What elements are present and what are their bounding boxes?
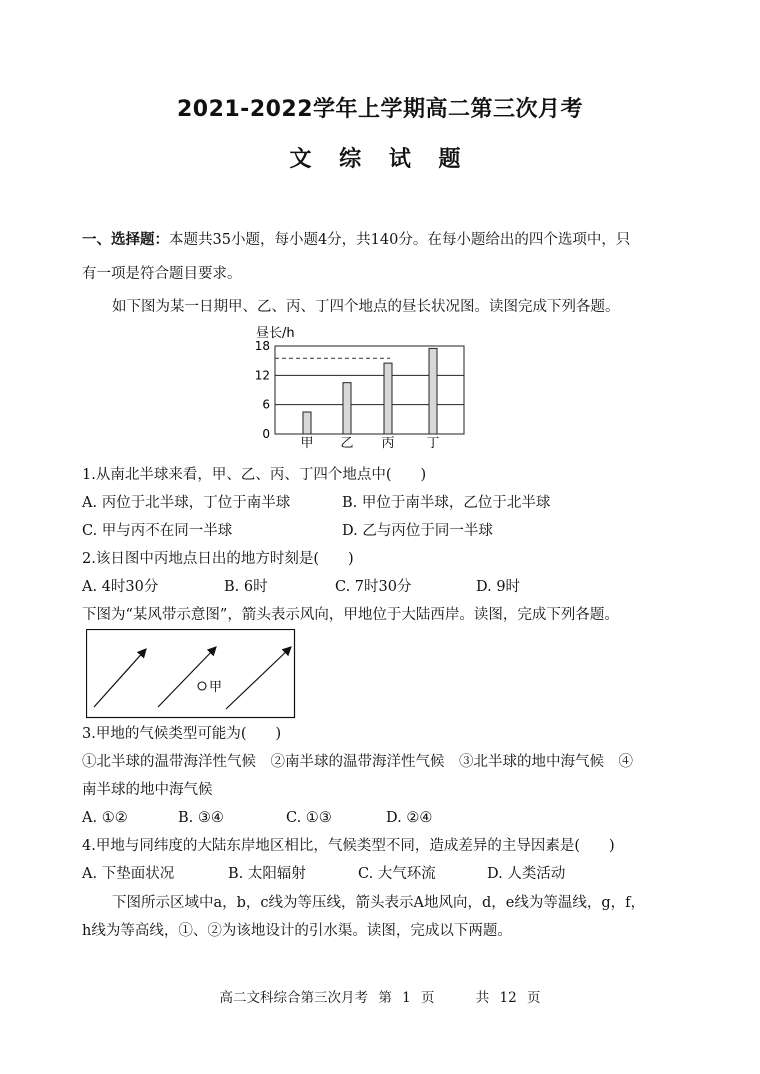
wind-belt-diagram — [86, 629, 296, 719]
footer-total-pages: 12 — [499, 990, 517, 1006]
q3-option-a[interactable]: A. ①② — [82, 810, 128, 826]
y-tick-label: 6 — [262, 397, 270, 412]
footer-page-suffix: 页 — [421, 990, 435, 1006]
section-instruction-line1 — [82, 230, 630, 250]
q1-option-b[interactable]: B. 甲位于南半球，乙位于北半球 — [342, 495, 551, 511]
y-tick-label: 0 — [262, 427, 270, 441]
context-wind: 下图为“某风带示意图”，箭头表示风向，甲地位于大陆西岸。读图，完成下列各题。 — [82, 607, 619, 623]
q2-option-b[interactable]: B. 6时 — [224, 579, 268, 595]
daylength-chart — [240, 322, 480, 450]
wind-arrow — [94, 649, 146, 707]
q1-option-a[interactable]: A. 丙位于北半球，丁位于南半球 — [82, 495, 291, 511]
context-daylength: 如下图为某一日期甲、乙、丙、丁四个地点的昼长状况图。读图完成下列各题。 — [112, 299, 620, 315]
location-label: 甲 — [209, 680, 223, 695]
context-isolines-line1: 下图所示区域中a，b，c线为等压线，箭头表示A地风向，d，e线为等温线，g，f， — [112, 895, 646, 911]
footer-total-prefix: 共 — [475, 990, 490, 1006]
q4-stem: 4.甲地与同纬度的大陆东岸地区相比，气候类型不同，造成差异的主导因素是( ) — [82, 838, 615, 854]
x-category-label: 丁 — [426, 436, 440, 450]
page-footer — [0, 986, 760, 1006]
q2-option-d[interactable]: D. 9时 — [476, 579, 521, 595]
x-category-label: 丙 — [381, 436, 395, 450]
q3-option-d[interactable]: D. ②④ — [386, 810, 433, 826]
q1-option-c[interactable]: C. 甲与丙不在同一半球 — [82, 523, 233, 539]
q2-stem: 2.该日图中丙地点日出的地方时刻是( ) — [82, 551, 354, 567]
section-instruction-line2: 有一项是符合题目要求。 — [82, 266, 242, 282]
q4-option-c[interactable]: C. 大气环流 — [358, 866, 436, 882]
section-head: 一、选择题： — [82, 232, 169, 248]
x-category-label: 乙 — [340, 436, 354, 450]
location-marker — [198, 682, 206, 690]
q3-options-line1: ①北半球的温带海洋性气候 ②南半球的温带海洋性气候 ③北半球的地中海气候 ④ — [82, 754, 633, 770]
q4-option-b[interactable]: B. 太阳辐射 — [228, 866, 306, 882]
exam-subtitle: 文 综 试 题 — [289, 147, 471, 172]
wind-arrow — [158, 647, 216, 707]
section-intro: 本题共35小题，每小题4分，共140分。在每小题给出的四个选项中，只 — [169, 232, 631, 248]
bar-3 — [384, 363, 392, 434]
q3-stem: 3.甲地的气候类型可能为( ) — [82, 726, 282, 742]
q3-option-c[interactable]: C. ①③ — [286, 810, 332, 826]
q3-options-line2: 南半球的地中海气候 — [82, 782, 213, 798]
q4-option-a[interactable]: A. 下垫面状况 — [82, 866, 175, 882]
q4-option-d[interactable]: D. 人类活动 — [487, 866, 566, 882]
chart-ylabel: 昼长/h — [256, 326, 295, 341]
context-isolines-line2: h线为等高线，①、②为该地设计的引水渠。读图，完成以下两题。 — [82, 923, 512, 939]
y-tick-label: 18 — [254, 339, 270, 353]
footer-page-number: 1 — [402, 990, 411, 1006]
q1-stem: 1.从南北半球来看，甲、乙、丙、丁四个地点中( ) — [82, 467, 427, 483]
bar-4 — [429, 348, 437, 434]
q3-option-b[interactable]: B. ③④ — [178, 810, 224, 826]
y-tick-label: 12 — [254, 368, 270, 383]
q1-option-d[interactable]: D. 乙与丙位于同一半球 — [342, 523, 493, 539]
wind-arrow — [226, 647, 291, 709]
footer-page-prefix: 第 — [378, 990, 392, 1006]
x-category-label: 甲 — [300, 436, 314, 450]
bar-2 — [343, 383, 351, 434]
footer-total-suffix: 页 — [526, 990, 541, 1006]
q2-option-c[interactable]: C. 7时30分 — [335, 579, 412, 595]
footer-exam-name: 高二文科综合第三次月考 — [219, 990, 369, 1006]
q2-option-a[interactable]: A. 4时30分 — [82, 579, 159, 595]
exam-title: 2021-2022学年上学期高二第三次月考 — [176, 97, 584, 122]
bar-1 — [303, 412, 311, 434]
